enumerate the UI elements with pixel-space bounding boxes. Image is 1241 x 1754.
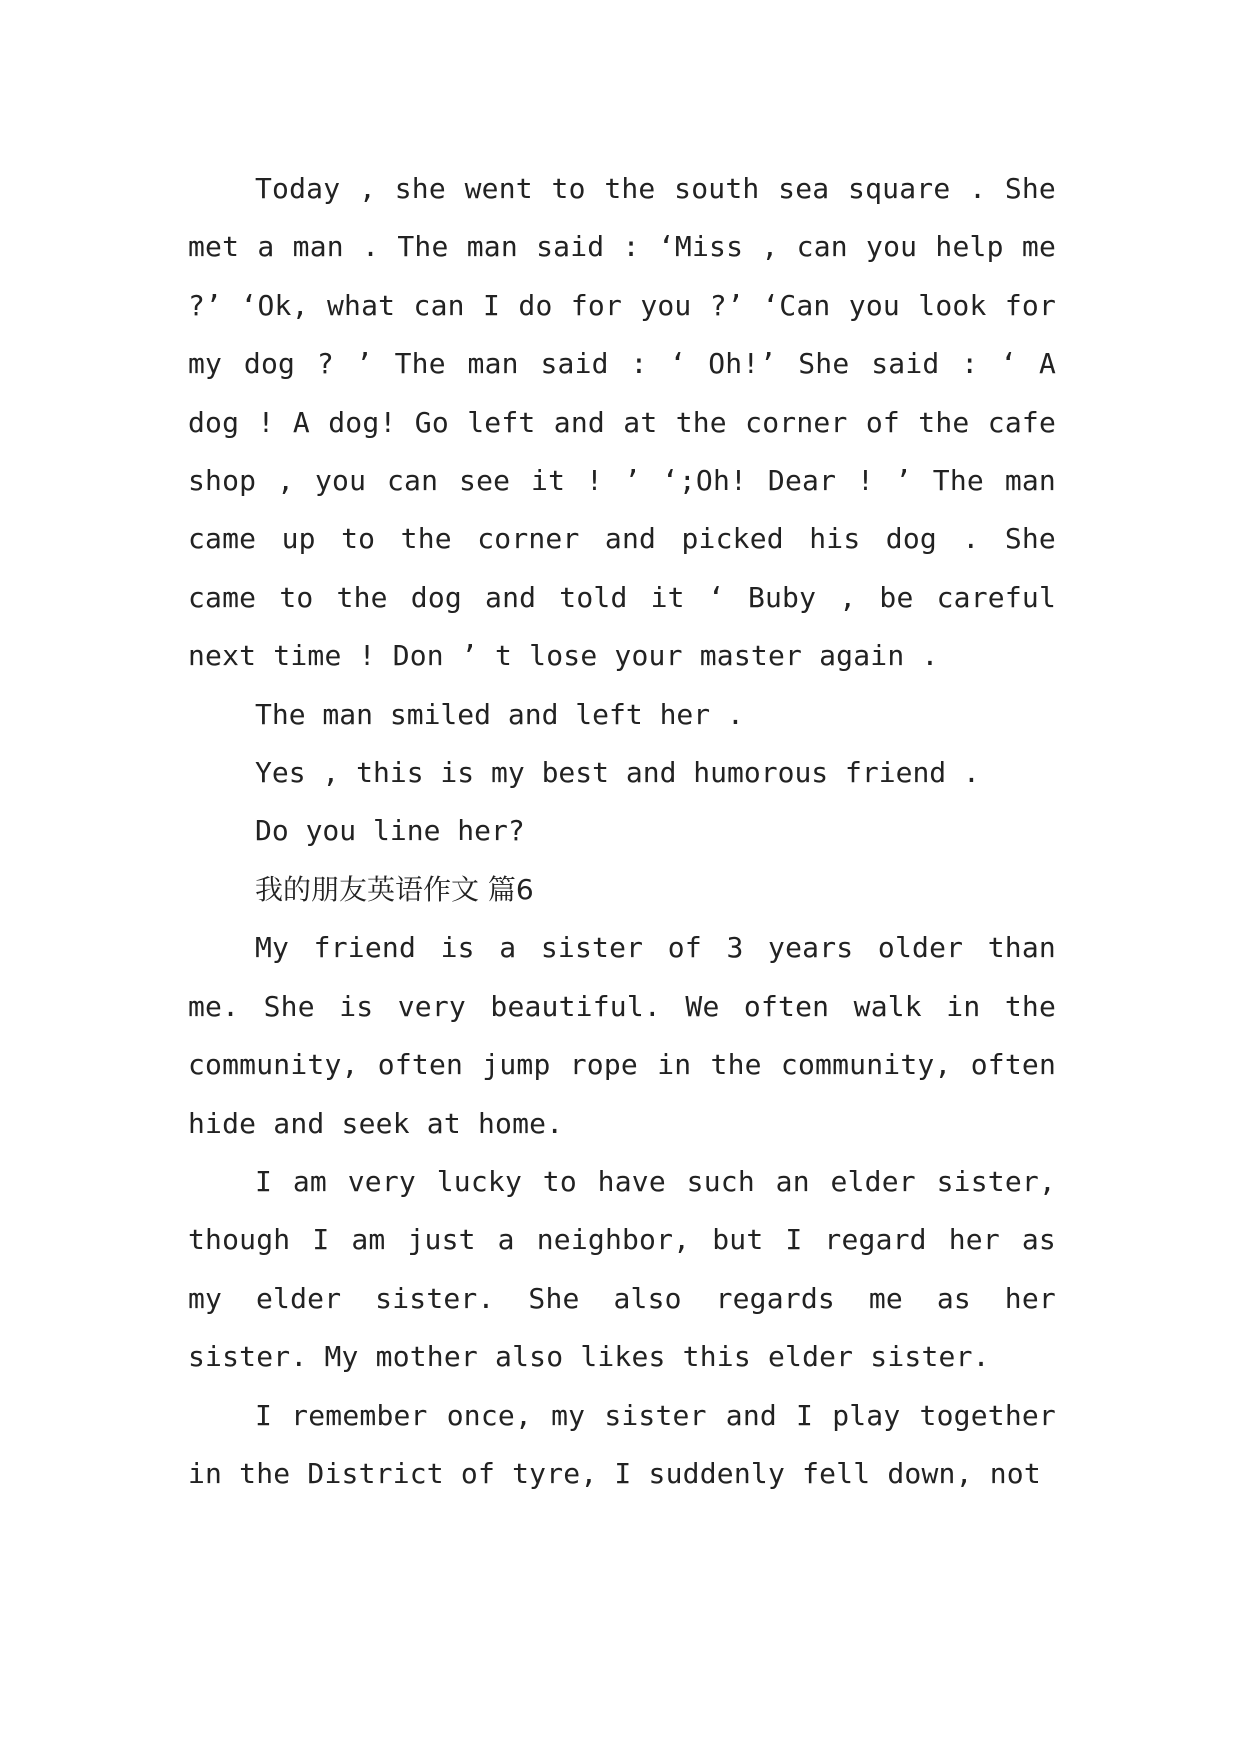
- section-paragraph-3: I remember once, my sister and I play together in the District of tyre, I suddenly fell down, not: [188, 1398, 1056, 1490]
- section-heading: 我的朋友英语作文 篇6: [255, 872, 534, 906]
- section-paragraph-1: My friend is a sister of 3 years older than me. She is very beautiful. We often walk in the community, often jump rope in the community, often hide and seek at home.: [188, 931, 1056, 1140]
- document-body: [188, 160, 1056, 1503]
- story-line-question: Do you line her?: [255, 814, 525, 848]
- story-paragraph: Today , she went to the south sea square . She met a man . The man said : ‘Miss , can you help me ?’ ‘Ok, what can I do for you ?’ ‘Can you look for my dog ? ’ The man said : ‘ Oh!’ She said : ‘ A dog ! A dog! Go left and at the corner of the cafe shop , you can see it ! ’ ‘;Oh! Dear ! ’ The man came up to the corner and picked his dog . She came to the dog and told it ‘ Buby , be careful next time ! Don ’ t lose your master again .: [188, 172, 1056, 673]
- story-line-friend: Yes , this is my best and humorous friend .: [255, 756, 980, 790]
- story-line-smiled: The man smiled and left her .: [255, 697, 744, 731]
- section-paragraph-2: I am very lucky to have such an elder sister, though I am just a neighbor, but I regard her as my elder sister. She also regards me as her sister. My mother also likes this elder sister.: [188, 1164, 1056, 1374]
